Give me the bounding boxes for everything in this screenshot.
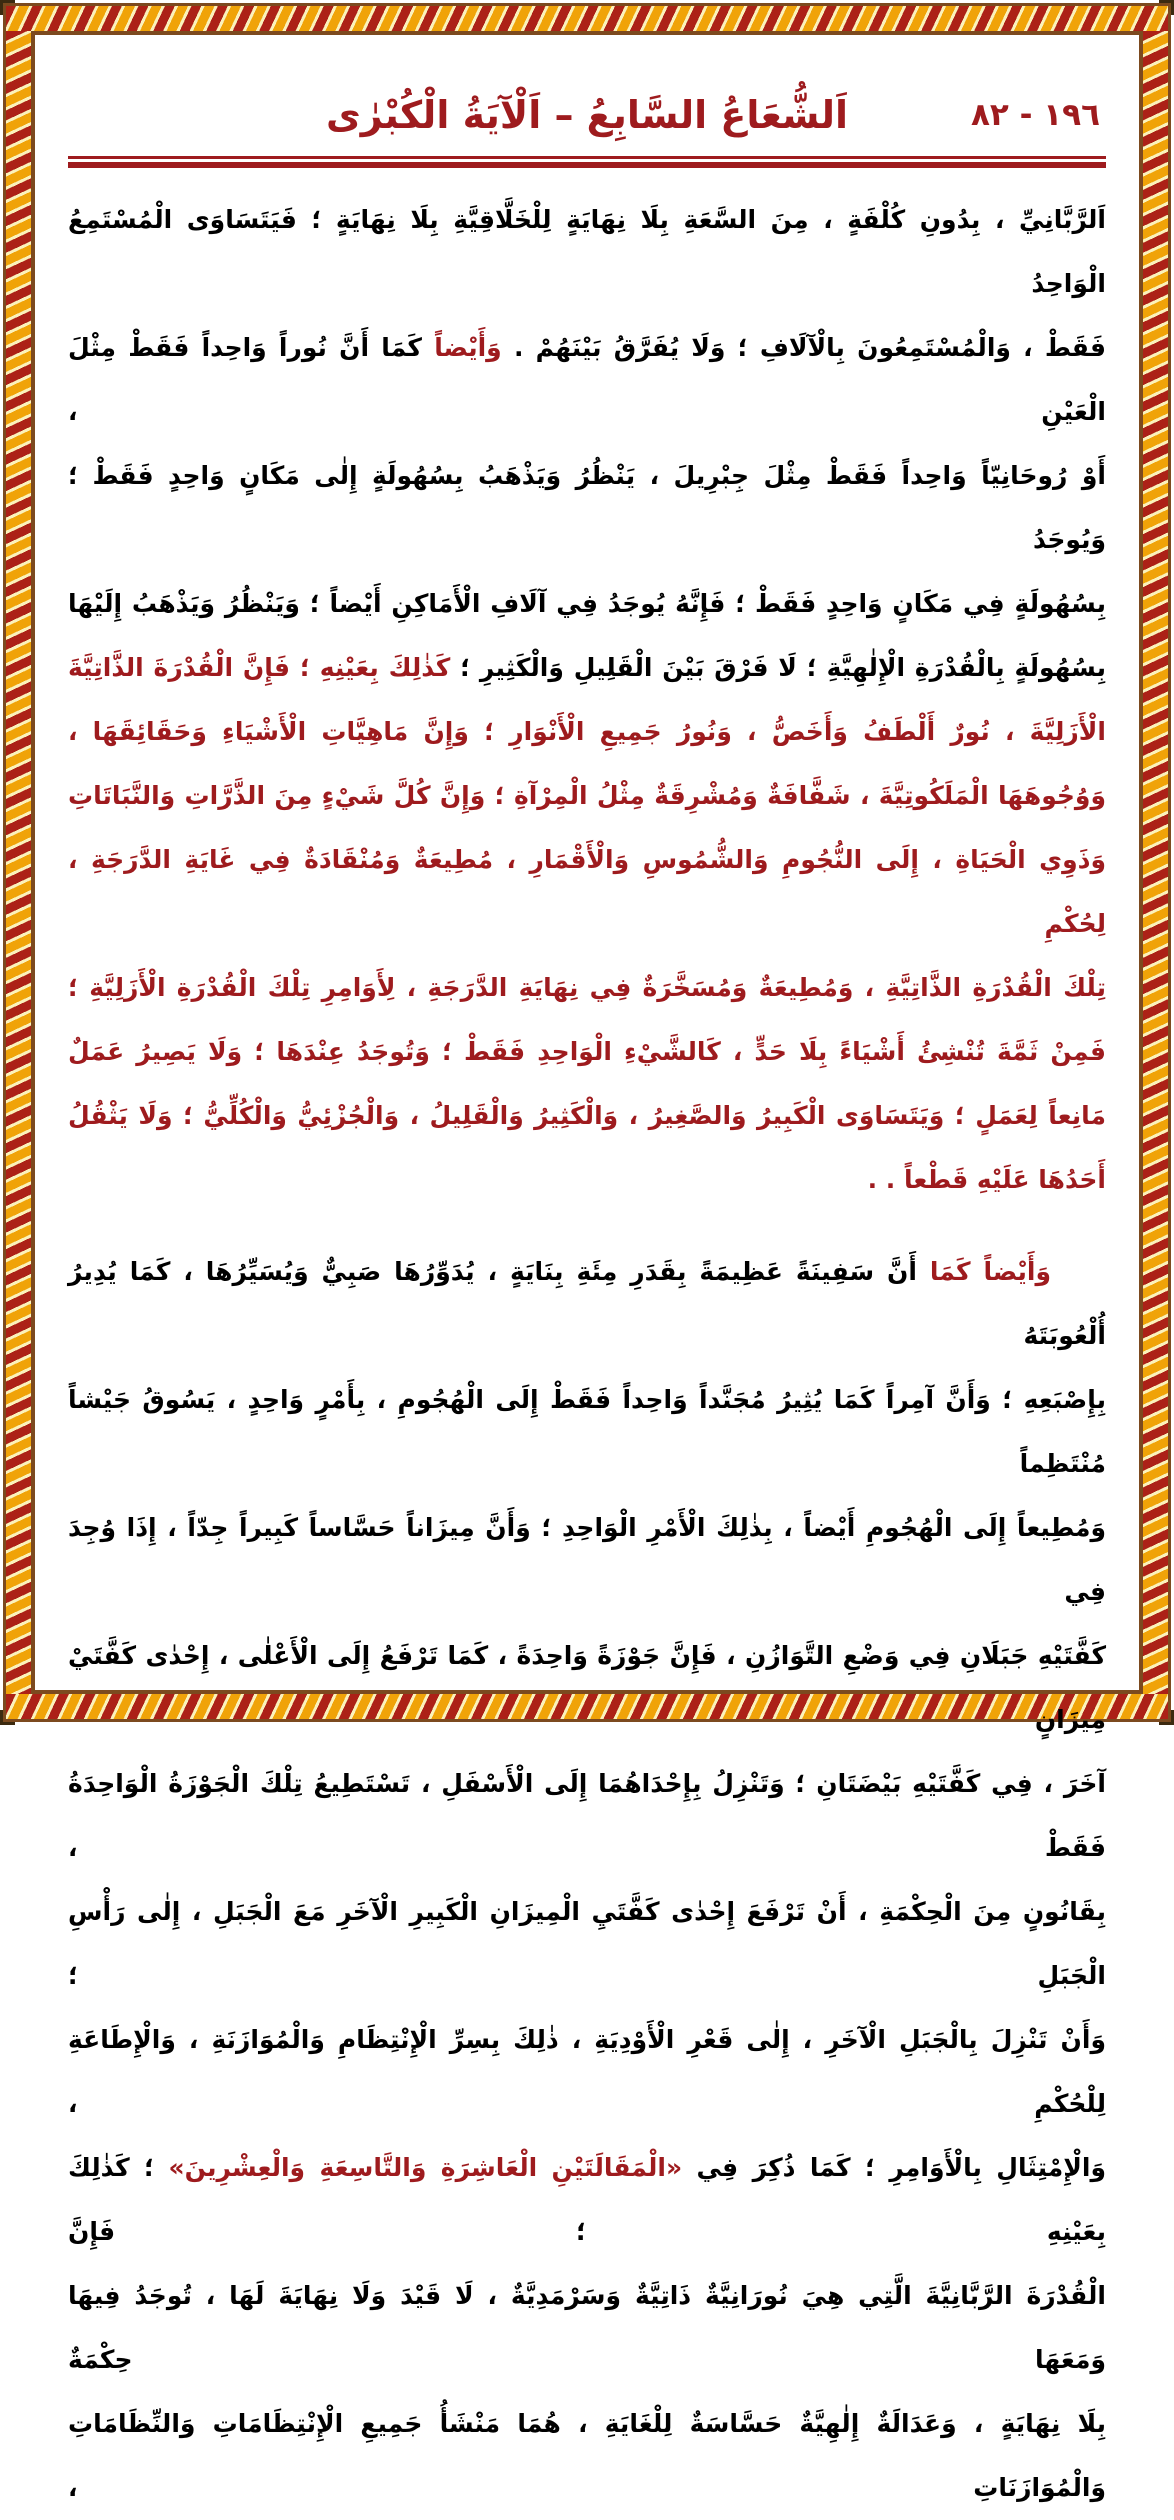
text-line [68, 572, 1106, 636]
text-segment: وَذَوِي الْحَيَاةِ ، إِلَى النُّجُومِ وَالشُّمُوسِ وَالْأَقْمَارِ ، مُطِيعَةٌ وَمُنْقَادَةٌ فِي غَايَةِ الدَّرَجَةِ ، لِحُكْمِ [68, 845, 1106, 938]
text-segment: فَقَطْ ، وَالْمُسْتَمِعُونَ بِالْآلَافِ ؛ وَلَا يُفَرَّقُ بَيْنَهُمْ . [501, 333, 1106, 362]
text-segment: تِلْكَ الْقُدْرَةِ الذَّاتِيَّةِ ، وَمُطِيعَةٌ وَمُسَخَّرَةٌ فِي نِهَايَةِ الدَّرَجَةِ ، لِأَوَامِرِ تِلْكَ الْقُدْرَةِ الْأَزَلِيَّةِ ؛ [68, 973, 1106, 1002]
text-segment: مَانِعاً لِعَمَلٍ ؛ وَيَتَسَاوَى الْكَبِيرُ وَالصَّغِيرُ ، وَالْكَثِيرُ وَالْقَلِيلُ ، وَالْجُزْئِيُّ وَالْكُلِّيُّ ؛ وَلَا يَثْقُلُ [68, 1101, 1106, 1130]
text-segment: وَأَيْضاً [434, 333, 502, 362]
text-line [68, 1020, 1106, 1084]
text-line [68, 1084, 1106, 1148]
border-chain-right [1143, 31, 1168, 1694]
text-segment: أَنَّ سَفِينَةً عَظِيمَةً بِقَدَرِ مِئَةِ بِنَايَةٍ ، يُدَوِّرُهَا صَبِيٌّ وَيُسَيِّرُهَا ، كَمَا يُدِيرُ أُلْعُوبَتَهُ [68, 1257, 1106, 1350]
body-text [68, 188, 1106, 2520]
paragraph [68, 1240, 1106, 2520]
text-segment: الْقُدْرَةَ الرَّبَّانِيَّةَ الَّتِي هِيَ نُورَانِيَّةٌ ذَاتِيَّةٌ وَسَرْمَدِيَّةٌ ، لَا قَيْدَ وَلَا نِهَايَةَ لَهَا ، تُوجَدُ فِيهَا وَمَعَهَا حِكْمَةٌ [68, 2281, 1106, 2374]
text-line [68, 956, 1106, 1020]
text-segment: وَوُجُوهَهَا الْمَلَكُوتِيَّةَ ، شَفَّافَةٌ وَمُشْرِقَةٌ مِثْلُ الْمِرْآةِ ؛ وَإِنَّ كُلَّ شَيْءٍ مِنَ الذَّرَّاتِ وَالنَّبَاتَاتِ [68, 781, 1106, 810]
text-line [68, 1368, 1106, 1496]
text-line [68, 2392, 1106, 2520]
text-segment: ؛ كَذٰلِكَ بِعَيْنِهِ ؛ فَإِنَّ [68, 2153, 1106, 2246]
text-line [68, 2264, 1106, 2392]
text-segment: أَحَدُهَا عَلَيْهِ قَطْعاً . . [867, 1165, 1106, 1194]
text-line [68, 828, 1106, 956]
text-segment: كَمَا أَنَّ نُوراً وَاحِداً فَقَطْ مِثْلَ الْعَيْنِ ، [68, 333, 1106, 426]
text-line [68, 1496, 1106, 1624]
page-header [68, 76, 1106, 154]
text-line [68, 1240, 1106, 1368]
text-line [68, 316, 1106, 444]
border-chain-top [6, 6, 1168, 31]
text-segment: بِإِصْبَعِهِ ؛ وَأَنَّ آمِراً كَمَا يُثِيرُ مُجَنَّداً وَاحِداً فَقَطْ إِلَى الْهُجُومِ ، بِأَمْرٍ وَاحِدٍ ، يَسُوقُ جَيْشاً مُنْتَظِماً [68, 1385, 1106, 1478]
corner-ornament [1159, 0, 1174, 15]
text-segment: بِسُهُولَةٍ فِي مَكَانٍ وَاحِدٍ فَقَطْ ؛ فَإِنَّهُ يُوجَدُ فِي آلَافِ الْأَمَاكِنِ أَيْضاً ؛ وَيَنْظُرُ وَيَذْهَبُ إِلَيْهَا [68, 589, 1106, 618]
text-line [68, 1624, 1106, 1752]
text-segment: وَمُطِيعاً إِلَى الْهُجُومِ أَيْضاً ، بِذٰلِكَ الْأَمْرِ الْوَاحِدِ ؛ وَأَنَّ مِيزَاناً حَسَّاساً كَبِيراً جِدّاً ، إِذَا وُجِدَ فِي [68, 1513, 1106, 1606]
corner-ornament [0, 1710, 15, 1725]
text-segment: بِلَا نِهَايَةٍ ، وَعَدَالَةٌ إِلٰهِيَّةٌ حَسَّاسَةٌ لِلْغَايَةِ ، هُمَا مَنْشَأُ جَمِيعِ الْإِنْتِظَامَاتِ وَالنِّظَامَاتِ وَالْمُوَازَنَاتِ ، [68, 2409, 1106, 2502]
text-segment: أَوْ رُوحَانِيّاً وَاحِداً فَقَطْ مِثْلَ جِبْرِيلَ ، يَنْظُرُ وَيَذْهَبُ بِسُهُولَةٍ إِلٰى مَكَانٍ وَاحِدٍ فَقَطْ ؛ وَيُوجَدُ [68, 461, 1106, 554]
corner-ornament [1159, 1710, 1174, 1725]
text-segment: وَأَيْضاً كَمَا [929, 1257, 1051, 1286]
text-segment: اَلرَّبَّانِيِّ ، بِدُونِ كُلْفَةٍ ، مِنَ السَّعَةِ بِلَا نِهَايَةٍ لِلْخَلَّاقِيَّةِ بِلَا نِهَايَةٍ ؛ فَيَتَسَاوَى الْمُسْتَمِعُ الْوَاحِدُ [68, 205, 1106, 298]
text-segment: بِقَانُونٍ مِنَ الْحِكْمَةِ ، أَنْ تَرْفَعَ إِحْدٰى كَفَّتَيِ الْمِيزَانِ الْكَبِيرِ الْآخَرِ مَعَ الْجَبَلِ ، إِلٰى رَأْسِ الْجَبَلِ ؛ [68, 1897, 1106, 1990]
text-segment: آخَرَ ، فِي كَفَّتَيْهِ بَيْضَتَانِ ؛ وَتَنْزِلُ بِإِحْدَاهُمَا إِلَى الْأَسْفَلِ ، تَسْتَطِيعُ تِلْكَ الْجَوْزَةُ الْوَاحِدَةُ فَقَطْ ، [68, 1769, 1106, 1862]
corner-ornament [0, 0, 15, 15]
text-line [68, 444, 1106, 572]
page-title: اَلشُّعَاعُ السَّابِعُ – اَلْآيَةُ الْكُبْرٰى [325, 93, 849, 137]
text-segment: وَأَنْ تَنْزِلَ بِالْجَبَلِ الْآخَرِ ، إِلٰى قَعْرِ الْأَوْدِيَةِ ، ذٰلِكَ بِسِرِّ الْإِنْتِظَامِ وَالْمُوَازَنَةِ ، وَالْإِطَاعَةِ لِلْحُكْمِ ، [68, 2025, 1106, 2118]
text-segment: كَذٰلِكَ بِعَيْنِهِ ؛ فَإِنَّ الْقُدْرَةَ الذَّاتِيَّةَ [68, 653, 451, 682]
text-line [68, 1880, 1106, 2008]
text-line [68, 188, 1106, 316]
text-segment: الْأَزَلِيَّةَ ، نُورٌ أَلْطَفُ وَأَخَصُّ ، وَنُورُ جَمِيعِ الْأَنْوَارِ ؛ وَإِنَّ مَاهِيَّاتِ الْأَشْيَاءِ وَحَقَائِقَهَا ، [68, 717, 1106, 746]
text-line [68, 636, 1106, 700]
text-line [68, 700, 1106, 764]
text-segment: بِسُهُولَةٍ بِالْقُدْرَةِ الْإِلٰهِيَّةِ ؛ لَا فَرْقَ بَيْنَ الْقَلِيلِ وَالْكَثِيرِ ؛ [450, 653, 1106, 682]
text-line [68, 2136, 1106, 2264]
double-rule-divider [68, 156, 1106, 168]
text-segment: «الْمَقَالَتَيْنِ الْعَاشِرَةِ وَالتَّاسِعَةِ وَالْعِشْرِينَ» [168, 2153, 683, 2182]
text-line [68, 2008, 1106, 2136]
page-content [36, 36, 1138, 2502]
page-numbers: ١٩٦ - ٨٢ [970, 97, 1100, 133]
text-line [68, 764, 1106, 828]
paragraph [68, 188, 1106, 1212]
text-line [68, 1752, 1106, 1880]
border-chain-left [6, 31, 31, 1694]
text-segment: فَمِنْ ثَمَّةَ تُنْشِئُ أَشْيَاءً بِلَا حَدٍّ ، كَالشَّيْءِ الْوَاحِدِ فَقَطْ ؛ وَتُوجَدُ عِنْدَهَا ؛ وَلَا يَصِيرُ عَمَلٌ [68, 1037, 1106, 1066]
text-segment: كَفَّتَيْهِ جَبَلَانِ فِي وَضْعِ التَّوَازُنِ ، فَإِنَّ جَوْزَةً وَاحِدَةً ، كَمَا تَرْفَعُ إِلَى الْأَعْلٰى ، إِحْدٰى كَفَّتَيْ مِيزَانٍ [68, 1641, 1106, 1734]
text-line [68, 1148, 1106, 1212]
text-segment: وَالْإِمْتِثَالِ بِالْأَوَامِرِ ؛ كَمَا ذُكِرَ فِي [682, 2153, 1106, 2182]
